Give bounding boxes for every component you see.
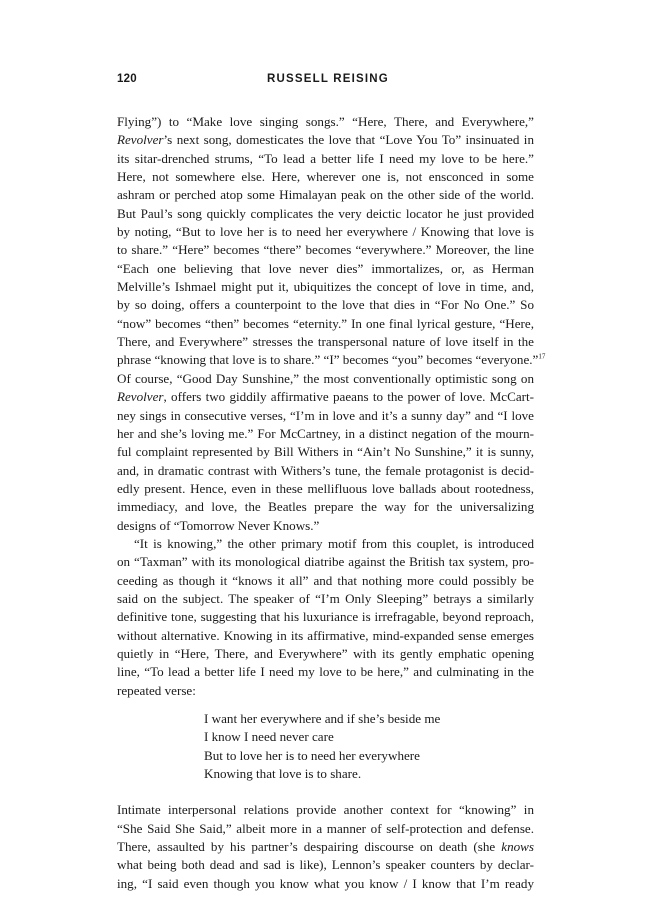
text-line: There, and Everywhere” stresses the transpersonal nature of love itself in the [117, 334, 534, 350]
paragraph-1 [117, 113, 546, 535]
running-head [117, 73, 534, 93]
text-line: edly present. Hence, even in these mellifluous love ballads about rootedness, [117, 480, 534, 496]
text-line: Of course, “Good Day Sunshine,” the most conventionally optimistic song on [117, 370, 534, 386]
text-line: and, in dramatic contrast with Withers’s tune, the female protagonist is decid- [117, 462, 534, 478]
text-line: designs of “Tomorrow Never Knows.” [117, 517, 320, 533]
text-line: ing, “I said even though you know what you know / I know that I’m ready [117, 875, 534, 891]
text-line: Melville’s Ishmael might put it, ubiquitizes the concept of love in time, and, [117, 279, 534, 295]
text-line: Here, not somewhere else. Here, wherever one is, not ensconced in some [117, 169, 534, 185]
italic-title: Revolver [117, 389, 164, 405]
verse-line: Knowing that love is to share. [204, 766, 362, 782]
text-line: to share.” “Here” becomes “there” becomes “everywhere.” Moreover, the line [117, 242, 534, 258]
text-line: There, assaulted by his partner’s despairing discourse on death (she knows [117, 839, 534, 855]
text-line: what being both dead and sad is like), Lennon’s speaker counters by declar- [117, 857, 534, 873]
text-line: ashram or perched atop some Himalayan peak on the other side of the world. [117, 187, 534, 203]
body-text [117, 113, 546, 893]
book-page [117, 73, 546, 893]
text-line: immediacy, and love, the Beatles prepare the way for the universalizing [117, 499, 534, 515]
text-line: “It is knowing,” the other primary motif from this couplet, is introduced [134, 535, 534, 551]
text-line: without alternative. Knowing in its affirmative, mind-expanded sense emerges [117, 627, 534, 643]
text-line: ceeding as though it “knows it all” and that nothing more could possibly be [117, 572, 534, 588]
text-line: But Paul’s song quickly complicates the very deictic locator he just provided [117, 205, 534, 221]
page-number: 120 [117, 73, 137, 85]
text-line: Revolver, offers two giddily affirmative paeans to the power of love. McCart- [117, 389, 534, 405]
text-line: said on the subject. The speaker of “I’m Only Sleeping” betrays a similarly [117, 590, 534, 606]
text-line: repeated verse: [117, 682, 196, 698]
text-line: by noting, “But to love her is to need her everywhere / Knowing that love is [117, 224, 534, 240]
text-line: by so doing, offers a counterpoint to the love that dies in “For No One.” So [117, 297, 534, 313]
paragraph-3 [117, 801, 534, 893]
italic-title: Revolver [117, 132, 164, 148]
text-line: “Each one believing that love never dies” immortalizes, or, as Herman [117, 260, 534, 276]
text-line: “She Said She Said,” albeit more in a manner of self-protection and defense. [117, 820, 534, 836]
running-title: RUSSELL REISING [267, 73, 389, 85]
text-line: phrase “knowing that love is to share.” “I” becomes “you” becomes “everyone.”$^{17}$ [117, 352, 546, 368]
verse-line: But to love her is to need her everywhere [204, 747, 420, 763]
text-line: line, “To lead a better life I need my love to be here,” and culminating in the [117, 664, 534, 680]
verse-quote [204, 710, 534, 783]
text-line: its sitar-drenched strums, “To lead a better life I need my love to be here.” [117, 150, 534, 166]
text-line: ful complaint represented by Bill Withers in “Ain’t No Sunshine,” it is sunny, [117, 444, 534, 460]
verse-line: I want her everywhere and if she’s beside me [204, 711, 441, 726]
paragraph-2 [117, 535, 534, 700]
text-line: her and she’s loving me.” For McCartney, in a distinct negation of the mourn- [117, 425, 534, 441]
text-line: definitive tone, suggesting that his luxuriance is irrefragable, beyond reproach, [117, 609, 534, 625]
text-line: Flying”) to “Make love singing songs.” “Here, There, and Everywhere,” [117, 114, 534, 129]
verse-line: I know I need never care [204, 729, 334, 745]
text-line: quietly in “Here, There, and Everywhere” with its gently emphatic opening [117, 645, 534, 661]
italic-word: knows [501, 839, 534, 855]
footnote-marker: 17 [538, 353, 546, 362]
text-line: on “Taxman” with its monological diatribe against the British tax system, pro- [117, 554, 534, 570]
text-line: Revolver’s next song, domesticates the love that “Love You To” insinuated in [117, 132, 534, 148]
text-line: “now” becomes “then” becomes “eternity.” In one final lyrical gesture, “Here, [117, 315, 534, 331]
text-line: Intimate interpersonal relations provide another context for “knowing” in [117, 802, 534, 818]
text-line: ney sings in consecutive verses, “I’m in love and it’s a sunny day” and “I love [117, 407, 534, 423]
